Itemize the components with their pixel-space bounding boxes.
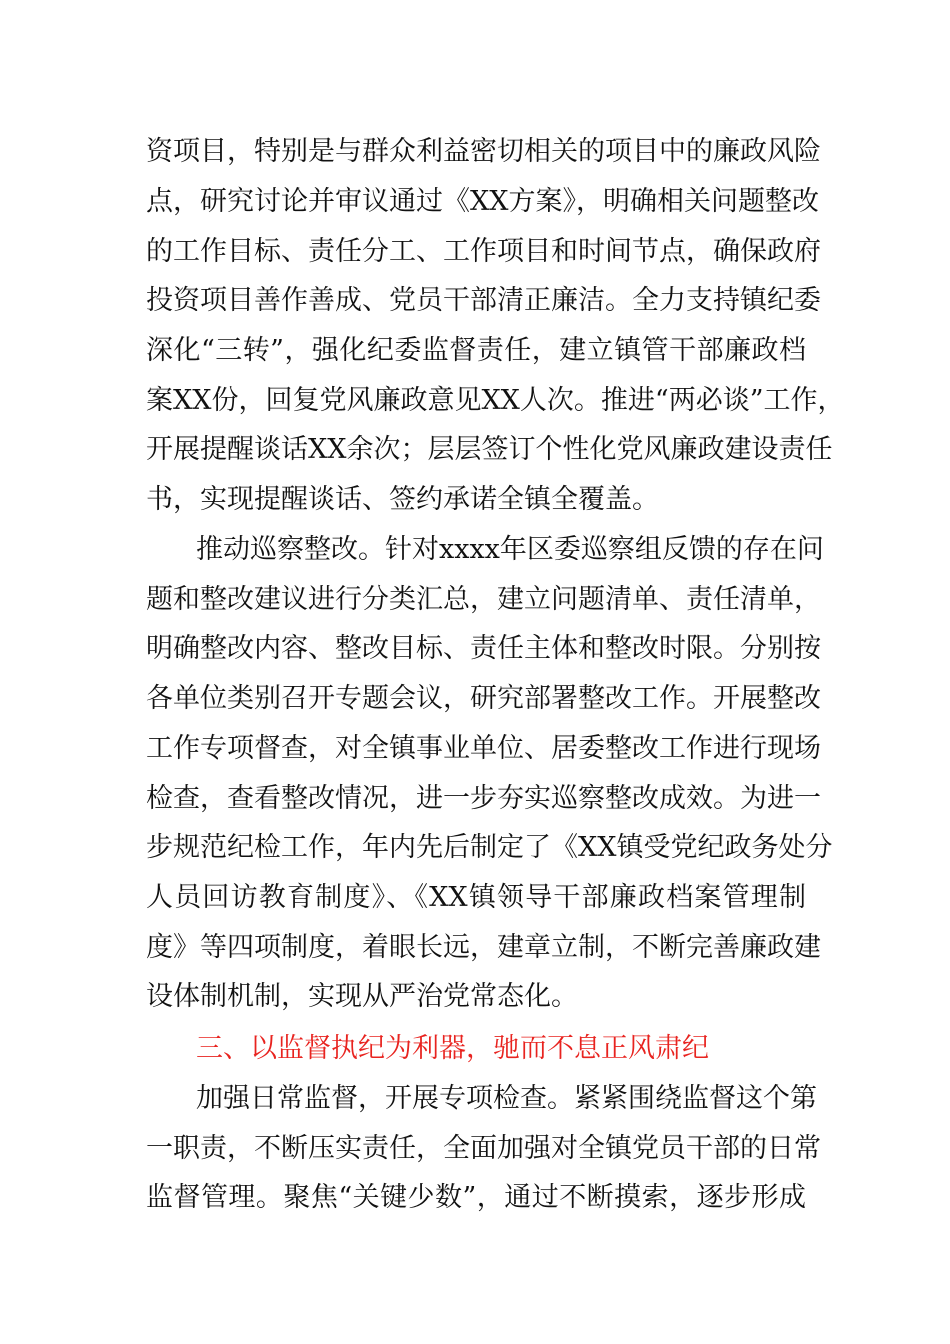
paragraph-1-line-8: 书，实现提醒谈话、签约承诺全镇全覆盖。 <box>146 484 659 515</box>
paragraph-2-line-1: 推动巡察整改。针对xxxx年区委巡察组反馈的存在问 <box>196 534 824 565</box>
paragraph-2-line-3: 明确整改内容、整改目标、责任主体和整改时限。分别按 <box>146 633 821 664</box>
paragraph-1-line-4: 投资项目善作善成、党员干部清正廉洁。全力支持镇纪委 <box>146 285 821 316</box>
paragraph-2-line-5: 工作专项督查，对全镇事业单位、居委整改工作进行现场 <box>146 733 821 764</box>
paragraph-1-line-2: 点，研究讨论并审议通过《XX方案》，明确相关问题整改 <box>146 186 819 217</box>
paragraph-1-line-5: 深化“三转”，强化纪委监督责任，建立镇管干部廉政档 <box>146 335 806 366</box>
paragraph-1-line-3: 的工作目标、责任分工、工作项目和时间节点，确保政府 <box>146 236 821 267</box>
paragraph-2-line-6: 检查，查看整改情况，进一步夯实巡察整改成效。为进一 <box>146 783 821 814</box>
paragraph-3-line-2: 一职责，不断压实责任，全面加强对全镇党员干部的日常 <box>146 1133 821 1164</box>
paragraph-2-line-7: 步规范纪检工作，年内先后制定了《XX镇受党纪政务处分 <box>146 832 833 863</box>
paragraph-2-line-4: 各单位类别召开专题会议，研究部署整改工作。开展整改 <box>146 683 821 714</box>
paragraph-2-line-8: 人员回访教育制度》、《XX镇领导干部廉政档案管理制 <box>146 882 806 913</box>
paragraph-1-line-6: 案XX份，回复党风廉政意见XX人次。推进“两必谈”工作， <box>146 385 845 416</box>
paragraph-1-line-1: 资项目，特别是与群众利益密切相关的项目中的廉政风险 <box>146 136 821 167</box>
paragraph-2-line-2: 题和整改建议进行分类汇总，建立问题清单、责任清单， <box>146 584 821 615</box>
paragraph-3-line-1: 加强日常监督，开展专项检查。紧紧围绕监督这个第 <box>196 1083 817 1114</box>
paragraph-2-line-10: 设体制机制，实现从严治党常态化。 <box>146 981 578 1012</box>
paragraph-2-line-9: 度》等四项制度，着眼长远，建章立制，不断完善廉政建 <box>146 932 821 963</box>
paragraph-3-line-3: 监督管理。聚焦“关键少数”，通过不断摸索，逐步形成 <box>146 1182 806 1213</box>
section-heading-3: 三、以监督执纪为利器，驰而不息正风肃纪 <box>196 1033 709 1064</box>
paragraph-1-line-7: 开展提醒谈话XX余次；层层签订个性化党风廉政建设责任 <box>146 434 833 465</box>
